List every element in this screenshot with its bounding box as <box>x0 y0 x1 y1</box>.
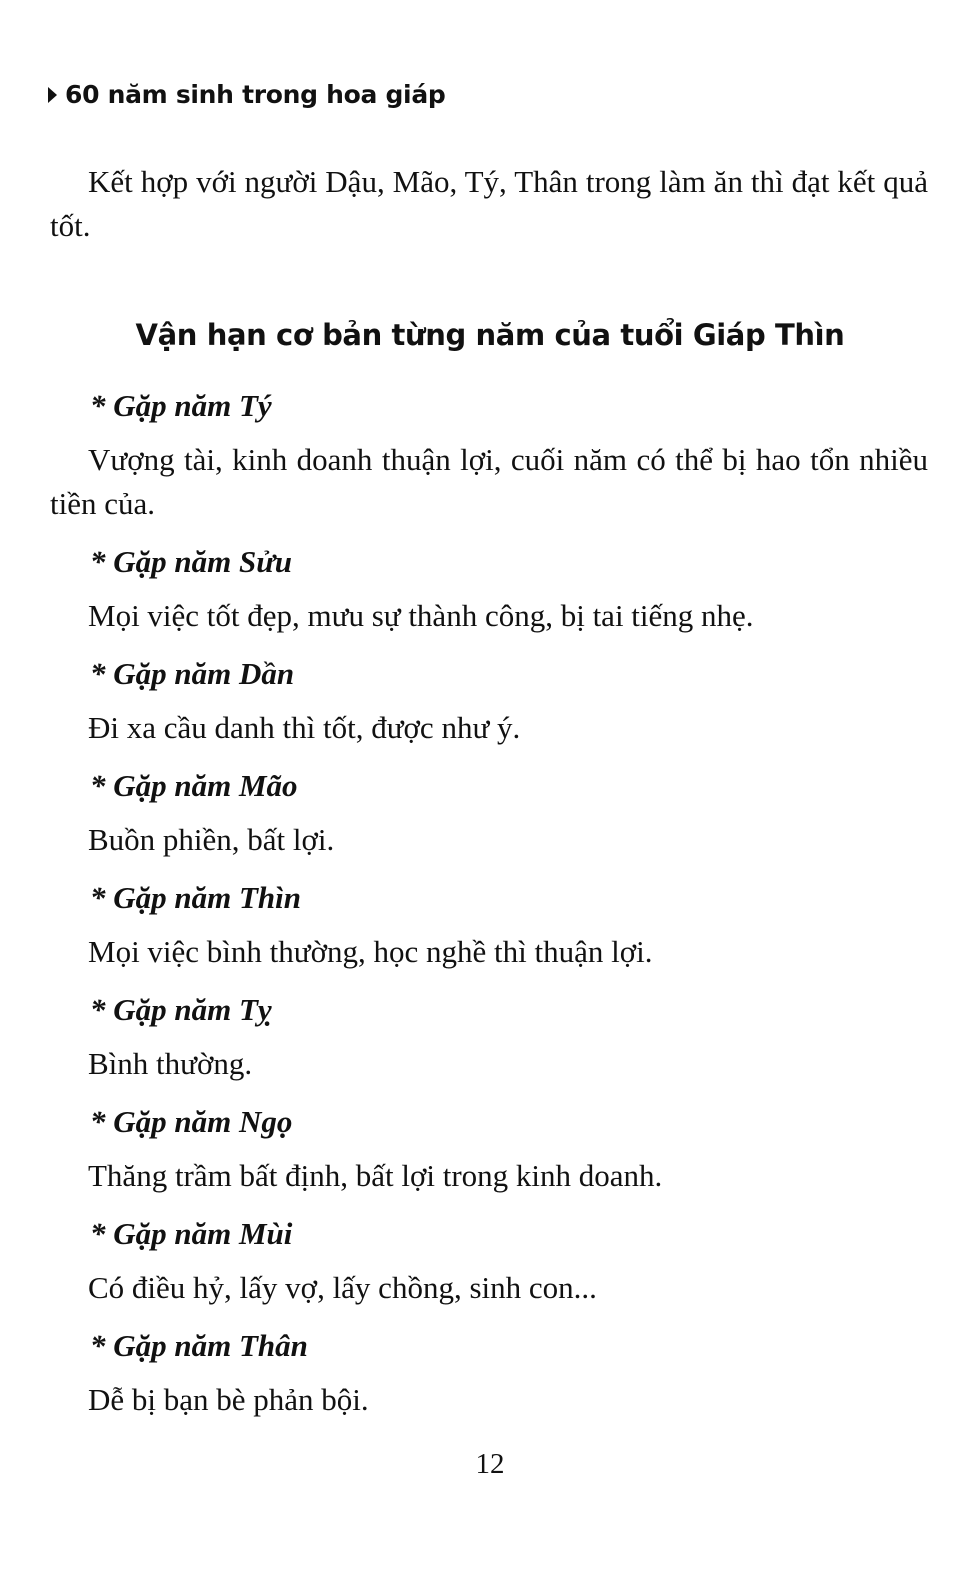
yearly-fortune-list <box>50 382 928 1434</box>
running-header-title: 60 năm sinh trong hoa giáp <box>65 80 446 109</box>
entry-text: Buồn phiền, bất lợi. <box>88 822 335 857</box>
entry-mao <box>50 762 928 862</box>
triangle-right-icon <box>48 87 57 103</box>
entry-heading: * Gặp năm Sửu <box>90 544 293 579</box>
entry-heading: * Gặp năm Thân <box>90 1328 308 1363</box>
entry-text: Vượng tài, kinh doanh thuận lợi, cuối năm có thể bị hao tổn nhiều tiền của. <box>50 442 928 521</box>
running-header <box>48 80 446 109</box>
entry-heading: * Gặp năm Tý <box>90 388 272 423</box>
entry-heading: * Gặp năm Mùi <box>90 1216 293 1251</box>
entry-text: Mọi việc tốt đẹp, mưu sự thành công, bị tai tiếng nhẹ. <box>88 598 754 633</box>
intro-paragraph: Kết hợp với người Dậu, Mão, Tý, Thân trong làm ăn thì đạt kết quả tốt. <box>50 164 928 243</box>
intro-block <box>50 160 928 248</box>
page-number: 12 <box>475 1448 505 1480</box>
entry-ti <box>50 986 928 1086</box>
entry-heading: * Gặp năm Mão <box>90 768 298 803</box>
entry-heading: * Gặp năm Thìn <box>90 880 302 915</box>
entry-text: Thăng trầm bất định, bất lợi trong kinh doanh. <box>88 1158 663 1193</box>
entry-text: Đi xa cầu danh thì tốt, được như ý. <box>88 710 521 745</box>
entry-ty <box>50 382 928 526</box>
entry-text: Dễ bị bạn bè phản bội. <box>88 1382 369 1417</box>
entry-text: Có điều hỷ, lấy vợ, lấy chồng, sinh con... <box>88 1270 597 1305</box>
entry-text: Mọi việc bình thường, học nghề thì thuận lợi. <box>88 934 653 969</box>
entry-mui <box>50 1210 928 1310</box>
entry-dan <box>50 650 928 750</box>
entry-ngo <box>50 1098 928 1198</box>
section-title: Vận hạn cơ bản từng năm của tuổi Giáp Thìn <box>135 318 845 352</box>
entry-thin <box>50 874 928 974</box>
entry-text: Bình thường. <box>88 1046 253 1081</box>
entry-suu <box>50 538 928 638</box>
entry-heading: * Gặp năm Dần <box>90 656 295 691</box>
entry-than <box>50 1322 928 1422</box>
entry-heading: * Gặp năm Ngọ <box>90 1104 293 1139</box>
entry-heading: * Gặp năm Tỵ <box>90 992 272 1027</box>
